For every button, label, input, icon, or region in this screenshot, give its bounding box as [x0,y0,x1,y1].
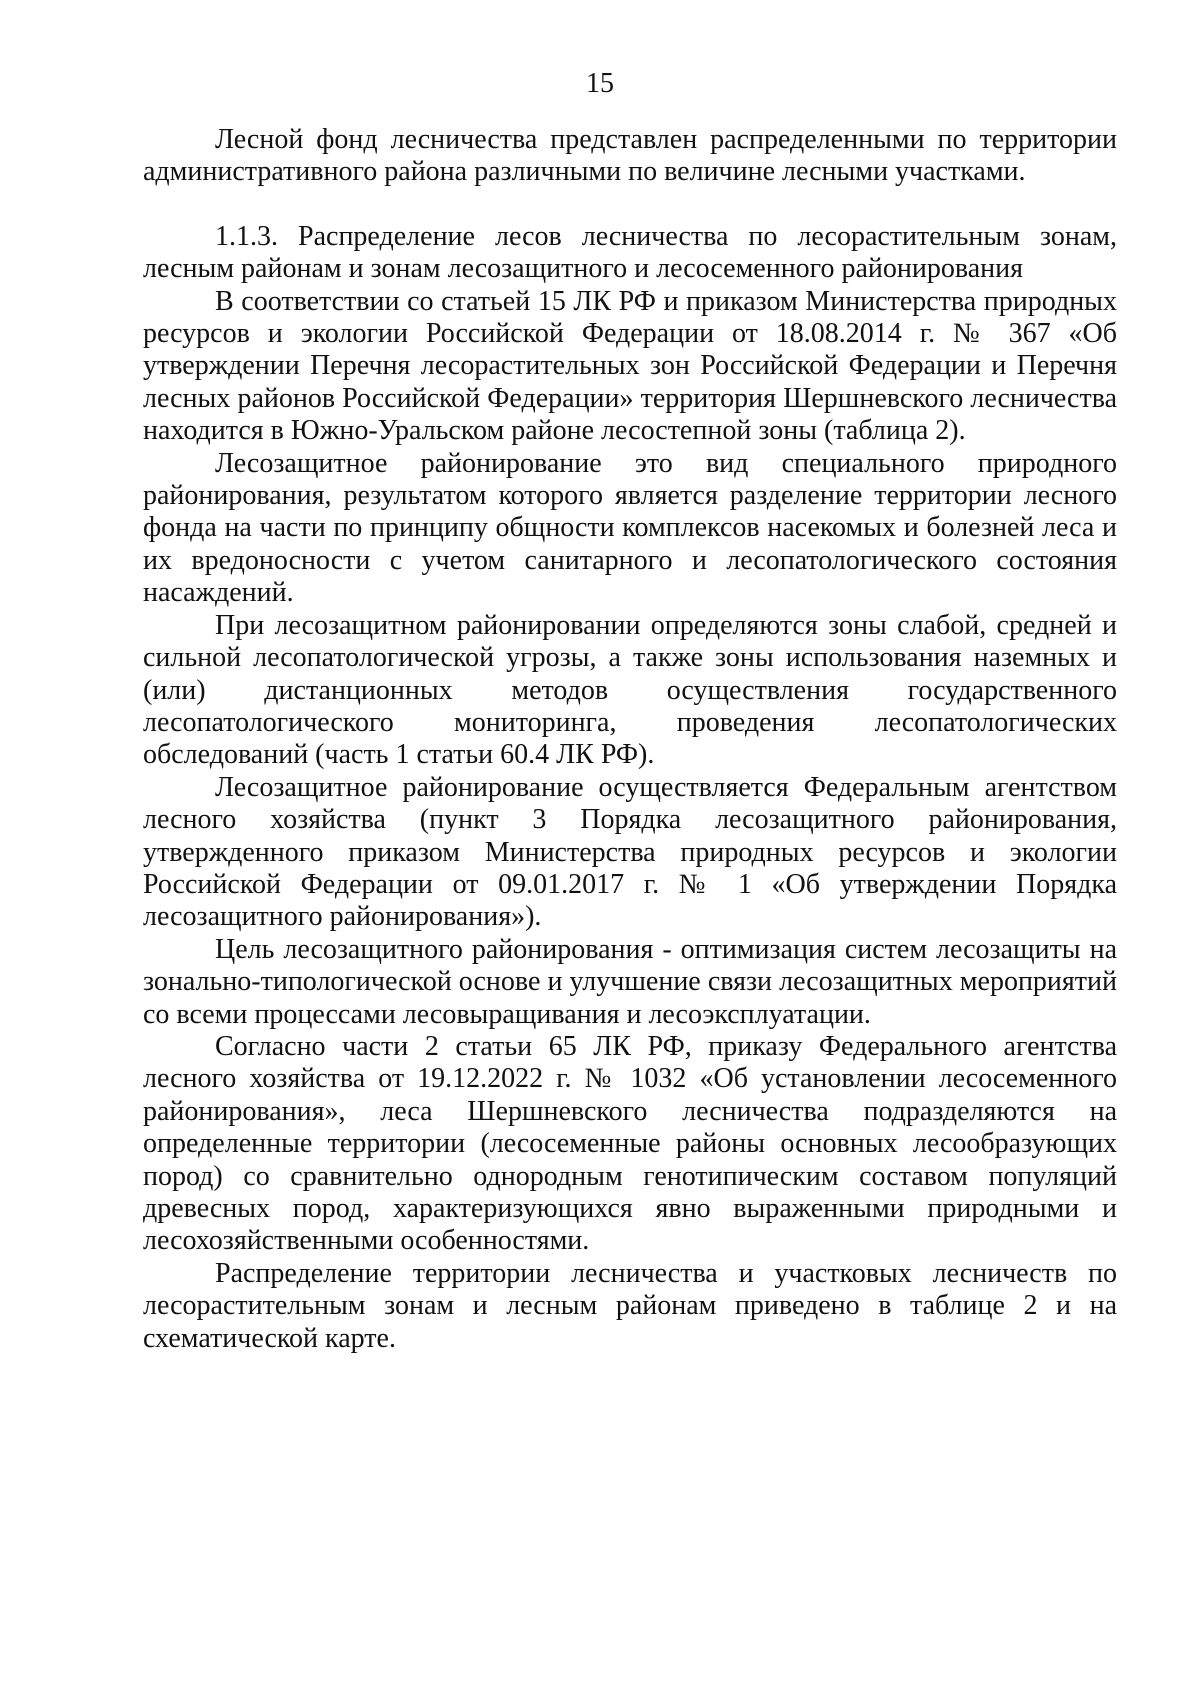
body-paragraph: Распределение территории лесничества и участковых лесничеств по лесорастительным зонам и лесным районам приведено в таблице 2 и на схематической карте. [143,1257,1117,1354]
document-body [143,124,1117,1355]
body-paragraph: При лесозащитном районировании определяются зоны слабой, средней и сильной лесопатологической угрозы, а также зоны использования наземных и (или) дистанционных методов осуществления государственного лесопатологического мониторинга, проведения лесопатологических обследований (часть 1 статьи 60.4 ЛК РФ). [143,609,1117,771]
section-spacer [143,189,1117,221]
page-number: 15 [586,68,614,99]
body-paragraph: В соответствии со статьей 15 ЛК РФ и приказом Министерства природных ресурсов и экологии Российской Федерации от 18.08.2014 г. № 367 «Об утверждении Перечня лесорастительных зон Российской Федерации и Перечня лесных районов Российской Федерации» территория Шершневского лесничества находится в Южно-Уральском районе лесостепной зоны (таблица 2). [143,285,1117,447]
body-paragraph: Лесозащитное районирование осуществляется Федеральным агентством лесного хозяйства (пункт 3 Порядка лесозащитного районирования, утвержденного приказом Министерства природных ресурсов и экологии Российской Федерации от 09.01.2017 г. № 1 «Об утверждении Порядка лесозащитного районирования»). [143,771,1117,933]
body-paragraph: Цель лесозащитного районирования - оптимизация систем лесозащиты на зонально-типологической основе и улучшение связи лесозащитных мероприятий со всеми процессами лесовыращивания и лесоэксплуатации. [143,933,1117,1030]
section-heading: 1.1.3. Распределение лесов лесничества по лесорастительным зонам, лесным районам и зонам лесозащитного и лесосеменного районирования [143,220,1117,285]
body-paragraph: Лесозащитное районирование это вид специального природного районирования, результатом которого является разделение территории лесного фонда на части по принципу общности комплексов насекомых и болезней леса и их вредоносности с учетом санитарного и лесопатологического состояния насаждений. [143,447,1117,609]
body-paragraph: Согласно части 2 статьи 65 ЛК РФ, приказу Федерального агентства лесного хозяйства от 19.12.2022 г. № 1032 «Об установлении лесосеменного районирования», леса Шершневского лесничества подразделяются на определенные территории (лесосеменные районы основных лесообразующих пород) со сравнительно однородным генотипическим составом популяций древесных пород, характеризующихся явно выраженными природными и лесохозяйственными особенностями. [143,1030,1117,1257]
intro-paragraph: Лесной фонд лесничества представлен распределенными по территории административного района различными по величине лесными участками. [143,124,1117,188]
